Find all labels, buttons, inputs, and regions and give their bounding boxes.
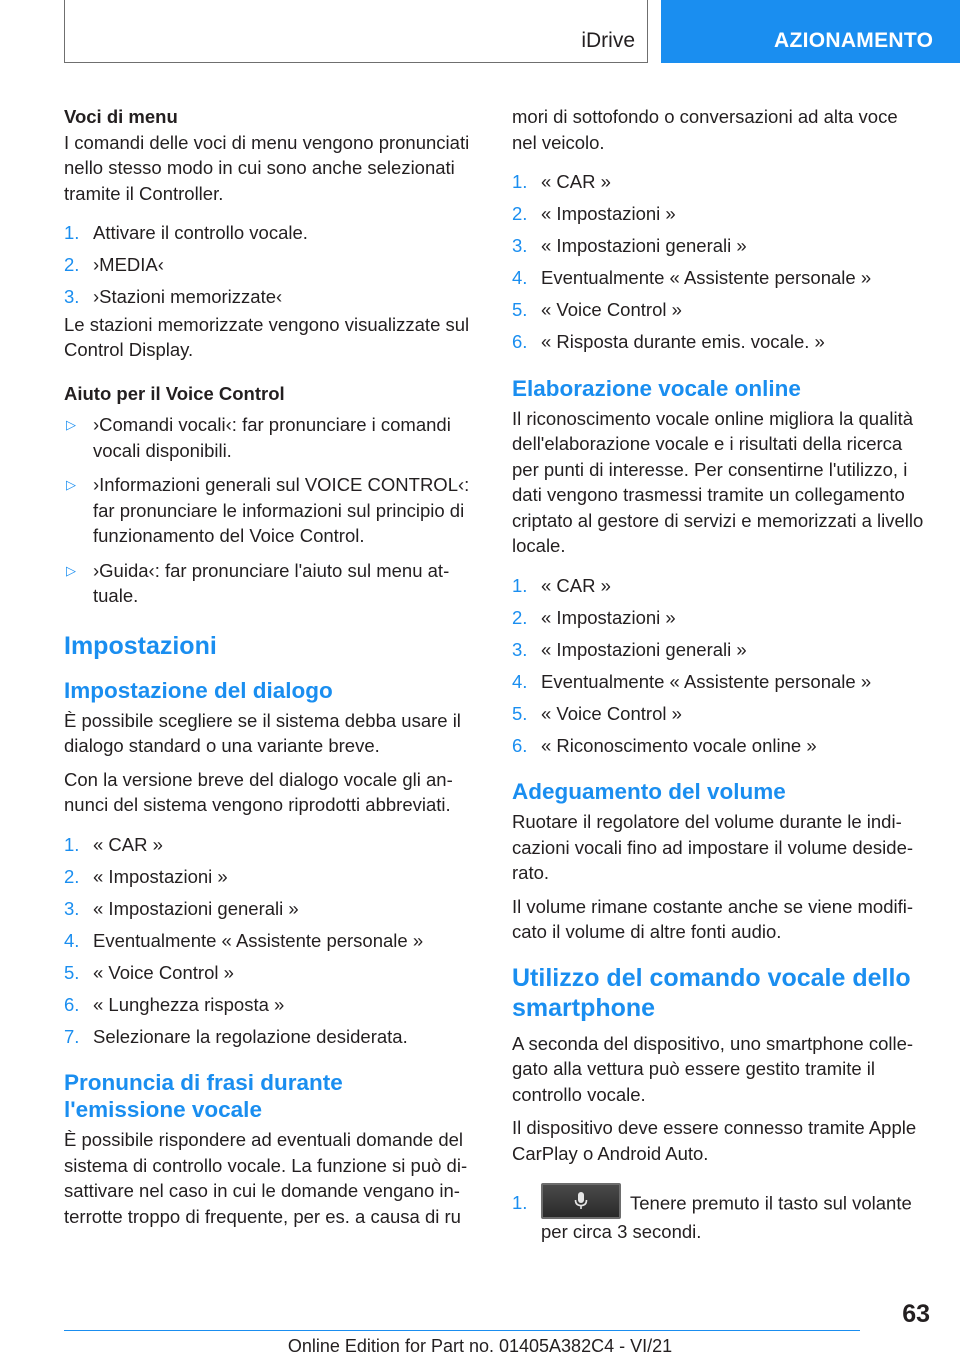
- list-item: 6. « Riconoscimento vocale online »: [512, 734, 817, 756]
- list-item: 5. « Voice Control »: [64, 961, 234, 983]
- list-item: 1. « CAR »: [512, 171, 611, 192]
- voci-title: Voci di menu: [64, 106, 178, 127]
- volume-title: Adeguamento del volume: [512, 779, 786, 804]
- dialogo-paragraph-2: Con la versione breve del dialogo vocale gli annunci del sistema vengono riprodotti abbreviati.: [64, 768, 453, 815]
- triangle-right-icon: ▷: [66, 477, 76, 492]
- smartphone-title: Utilizzo del comando vocale dello smartphone: [512, 963, 911, 1022]
- right-column: [512, 104, 926, 1253]
- list-item: 2. « Impostazioni »: [512, 203, 676, 224]
- list-item: ▷ ›Comandi vocali‹: far pronunciare i comandi vocali disponibili.: [66, 414, 451, 461]
- online-paragraph: Il riconoscimento vocale online migliora la qualità dell'elaborazione vocale e i risultati della ricerca per punti di interesse. Per consentirne l'utilizzo, i dati vengono trasmessi tramite un collegamento criptato al gestore di servizi e memorizzati a livello locale.: [512, 407, 924, 556]
- smartphone-paragraph-1: A seconda del dispositivo, uno smartphone collegato alla vettura può essere gestito tramite il controllo vocale.: [512, 1032, 914, 1105]
- list-item: 4. Eventualmente « Assistente personale »: [512, 670, 872, 692]
- list-item: 3. ›Stazioni memorizzate‹: [64, 286, 283, 307]
- list-item: 3. « Impostazioni generali »: [512, 235, 747, 256]
- online-steps: [512, 573, 926, 759]
- list-item: 2. « Impostazioni »: [512, 606, 676, 628]
- header-box: [64, 0, 648, 63]
- smartphone-paragraph-2: Il dispositivo deve essere connesso tramite Apple CarPlay o Android Auto.: [512, 1117, 917, 1164]
- list-item: 1. « CAR »: [512, 574, 611, 596]
- triangle-right-icon: ▷: [66, 562, 76, 578]
- list-item: 3. « Impostazioni generali »: [512, 638, 747, 660]
- list-item: ▷ ›Informazioni generali sul VOICE CONTROL‹: far pronunciare le informazioni sul principio di funzionamento del Voice Control.: [66, 474, 470, 546]
- page-number: 63: [902, 1300, 930, 1328]
- header-tab-azionamento[interactable]: AZIONAMENTO: [661, 0, 960, 63]
- list-item: 5. « Voice Control »: [512, 299, 682, 320]
- continued-paragraph: mori di sottofondo o conversazioni ad alta voce nel veicolo.: [512, 106, 898, 153]
- list-item: 6. « Risposta durante emis. vocale. »: [512, 331, 825, 352]
- pronuncia-paragraph: È possibile rispondere ad eventuali domande del sistema di controllo vocale. La funzione si può disattivare nel caso in cui le domande vengano interrotte troppo di frequente, per es. a causa di ru: [64, 1129, 468, 1227]
- list-item: 7. Selezionare la regolazione desiderata.: [64, 1025, 408, 1047]
- voci-paragraph: I comandi delle voci di menu vengono pronunciati nello stesso modo in cui sono anche selezionati tramite il Controller.: [64, 131, 470, 204]
- impostazioni-title: Impostazioni: [64, 631, 217, 660]
- list-item: 1. Attivare il controllo vocale.: [64, 222, 308, 243]
- footer-divider: [64, 1330, 860, 1331]
- triangle-right-icon: ▷: [66, 417, 76, 432]
- list-item: 6. « Lunghezza risposta »: [64, 993, 285, 1015]
- list-item: ▷ ›Guida‹: far pronunciare l'aiuto sul menu attuale.: [66, 559, 450, 606]
- list-item: 4. Eventualmente « Assistente personale »: [64, 929, 424, 951]
- volume-paragraph-2: Il volume rimane costante anche se viene modificato il volume di altre fonti audio.: [512, 895, 914, 942]
- dialogo-steps: [64, 832, 478, 1050]
- list-item: 1. Tenere premuto il tasto sul volante per circa 3 secondi.: [512, 1190, 926, 1245]
- microphone-icon: [541, 1183, 621, 1219]
- aiuto-title: Aiuto per il Voice Control: [64, 382, 285, 404]
- footer-edition: Online Edition for Part no. 01405A382C4 - VI/21: [287, 1336, 673, 1356]
- online-title: Elaborazione vocale online: [512, 375, 801, 401]
- left-column: [64, 104, 478, 1237]
- risposta-steps: [512, 169, 926, 355]
- header-title: iDrive: [581, 29, 635, 52]
- dialogo-title: Impostazione del dialogo: [64, 677, 333, 703]
- voci-after: Le stazioni memorizzate vengono visualizzate sul Control Display.: [64, 313, 470, 360]
- smartphone-steps: [512, 1190, 926, 1245]
- volume-paragraph-1: Ruotare il regolatore del volume durante le indicazioni vocali fino ad impostare il volume desiderato.: [512, 811, 914, 883]
- list-item: 2. « Impostazioni »: [64, 865, 228, 887]
- voci-steps: [64, 220, 478, 310]
- list-item: 4. Eventualmente « Assistente personale »: [512, 267, 872, 288]
- list-item: 1. « CAR »: [64, 833, 163, 855]
- list-item: 2. ›MEDIA‹: [64, 254, 164, 275]
- list-item: 5. « Voice Control »: [512, 702, 682, 724]
- dialogo-paragraph-1: È possibile scegliere se il sistema debba usare il dialogo standard o una variante breve.: [64, 709, 461, 756]
- aiuto-list: [64, 412, 478, 609]
- list-item: 3. « Impostazioni generali »: [64, 897, 299, 919]
- pronuncia-title: Pronuncia di frasi durante l'emissione vocale: [64, 1070, 343, 1122]
